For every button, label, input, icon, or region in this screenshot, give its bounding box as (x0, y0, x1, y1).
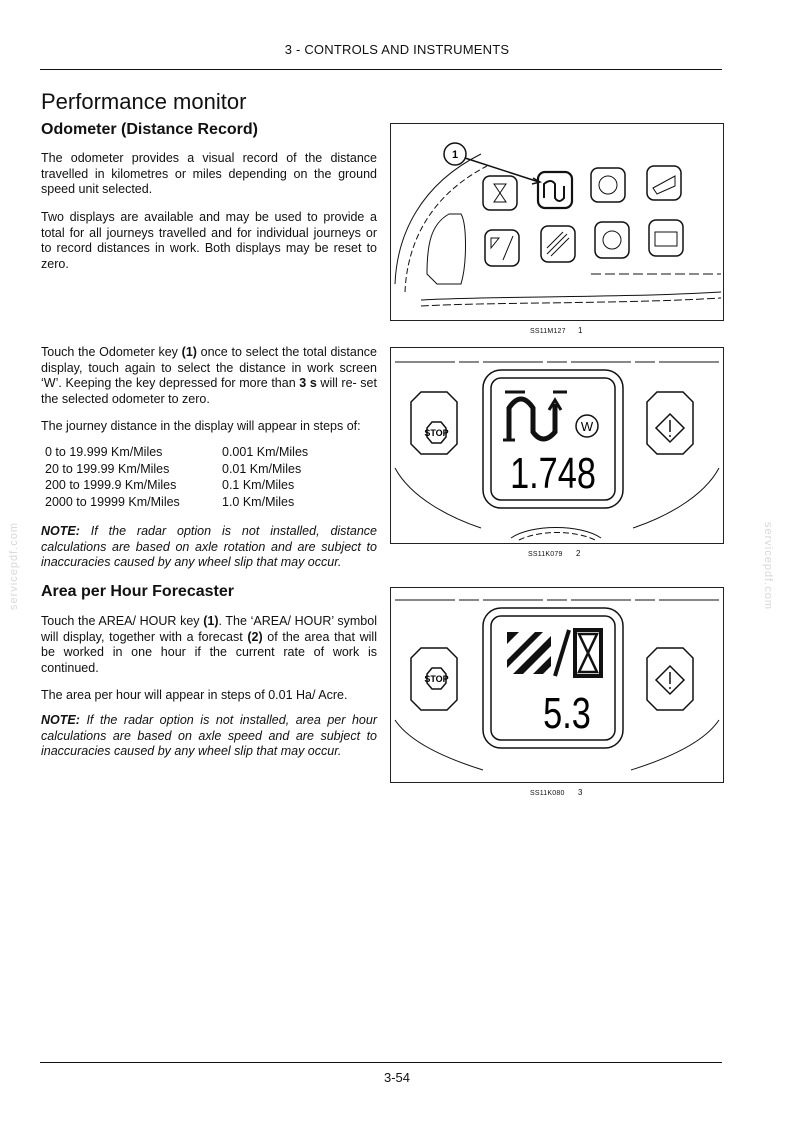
figure-3-code: SS11K080 (530, 790, 565, 797)
implement-key-icon (647, 166, 681, 200)
figure-3-number: 3 (578, 788, 583, 797)
area-key-icon (541, 226, 575, 262)
note-text: If the radar option is not installed, distance calculations are based on axle rotation and are subject to inaccuracies caused by any wheel slip that may occur. (41, 524, 377, 569)
odometer-para-1: The odometer provides a visual record of the distance travelled in kilometres or miles depending on the ground speed unit selected. (41, 151, 377, 196)
area-hour-heading: Area per Hour Forecaster (41, 583, 234, 600)
step-value: 1.0 Km/Miles (222, 494, 295, 509)
text-run: . The ‘AREA/ HOUR’ symbol will display, together with a forecast (41, 614, 377, 644)
odometer-para-3 (41, 345, 377, 407)
step-value: 0.1 Km/Miles (222, 478, 295, 492)
stop-button (411, 648, 457, 710)
figure-2-odometer-display (390, 347, 724, 544)
duration-reference: 3 s (299, 376, 317, 390)
figure-1-code: SS11M127 (530, 328, 566, 335)
note-label: NOTE: (41, 524, 80, 538)
figure-1-keypad (390, 123, 724, 321)
step-row (45, 461, 308, 478)
area-hour-note (41, 713, 377, 760)
watermark-left: servicepdf.com (7, 522, 20, 610)
figure-1-number: 1 (578, 326, 583, 335)
keypad-illustration (391, 124, 723, 320)
key-reference: (1) (203, 614, 219, 628)
page-title: Performance monitor (41, 89, 247, 114)
step-row (45, 444, 308, 461)
figure-2-number: 2 (576, 549, 581, 558)
odometer-para-2: Two displays are available and may be used to provide a total for all journeys travelled and for individual journeys or to record distances in work. Both displays may be reset to zero. (41, 210, 377, 271)
odometer-step-table (45, 444, 308, 510)
step-range: 200 to 1999.9 Km/Miles (45, 478, 177, 492)
watermark-right: servicepdf.com (761, 522, 774, 610)
step-row (45, 477, 308, 494)
footer-rule (40, 1062, 722, 1063)
stop-label: STOP (424, 428, 449, 438)
text-run: Touch the Odometer key (41, 345, 182, 359)
page-number: 3-54 (383, 1070, 411, 1085)
pto-key-icon (591, 168, 625, 202)
odometer-heading: Odometer (Distance Record) (41, 121, 258, 138)
callout-1 (444, 143, 540, 184)
area-hour-key-icon (485, 230, 519, 266)
text-run: once to select the total distance display, touch again to select the distance in work screen ‘W’. Keeping the key depressed for more than (41, 345, 378, 390)
figure-2-code: SS11K079 (528, 551, 563, 558)
note-text: If the radar option is not installed, area per hour calculations are based on axle speed and are subject to inaccuracies caused by any wheel slip that may occur. (41, 713, 377, 758)
odometer-para-4: The journey distance in the display will appear in steps of: (41, 419, 361, 433)
step-row (45, 494, 308, 511)
text-run: Touch the AREA/ HOUR key (41, 614, 204, 628)
area-hour-symbol (507, 630, 601, 676)
area-hour-para-2: The area per hour will appear in steps of 0.01 Ha/ Acre. (41, 688, 348, 702)
step-range: 20 to 199.99 Km/Miles (45, 461, 170, 476)
text-run: of the area that will be worked in one hour if the current rate of work is continued. (41, 629, 377, 675)
figure-3-area-hour-display (390, 587, 724, 783)
step-value: 0.01 Km/Miles (222, 461, 302, 476)
warning-button (647, 648, 693, 710)
odometer-note (41, 524, 377, 571)
stop-button (411, 392, 457, 454)
odometer-reading: 1.748 (510, 448, 596, 499)
forecast-reference: (2) (247, 629, 263, 644)
key-reference: (1) (181, 345, 197, 359)
battery-key-icon (649, 220, 683, 256)
wheel-slip-key-icon (595, 222, 629, 258)
keypad-buttons (483, 166, 683, 266)
text-run: will re- set the selected odometer to zero. (41, 376, 377, 406)
callout-number: 1 (451, 149, 459, 161)
work-label: W (580, 419, 594, 434)
area-hour-para-1 (41, 614, 377, 676)
header-rule (40, 69, 722, 70)
step-value: 0.001 Km/Miles (222, 445, 309, 459)
step-range: 2000 to 19999 Km/Miles (45, 494, 180, 509)
step-range: 0 to 19.999 Km/Miles (45, 445, 163, 459)
warning-button (647, 392, 693, 454)
odometer-display-illustration (391, 348, 723, 543)
area-hour-display-illustration (391, 588, 723, 782)
area-hour-reading: 5.3 (543, 688, 591, 739)
odometer-symbol (503, 392, 598, 440)
stop-label: STOP (424, 674, 449, 684)
note-label: NOTE: (41, 713, 80, 727)
running-header: 3 - CONTROLS AND INSTRUMENTS (284, 42, 510, 57)
